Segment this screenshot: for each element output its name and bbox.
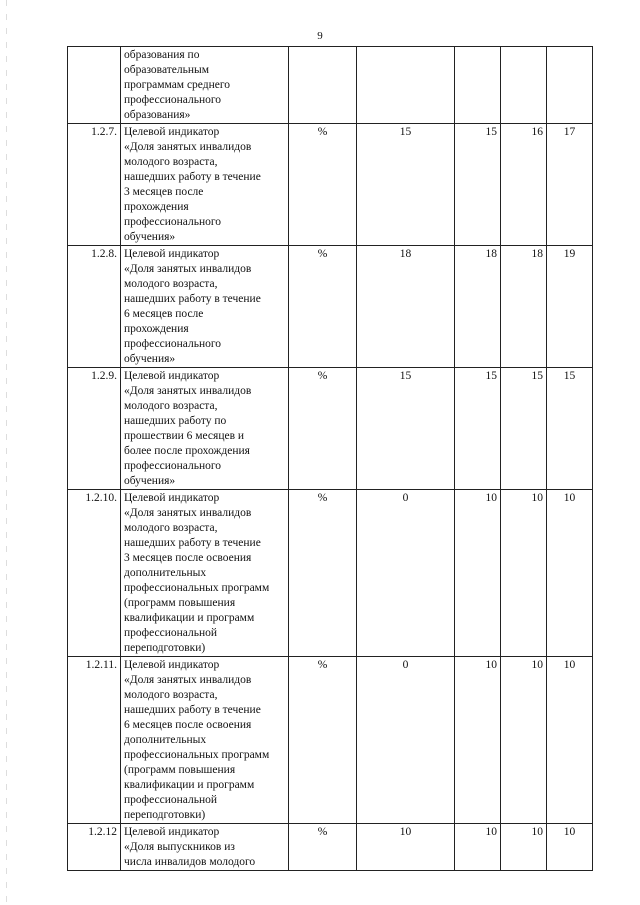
indicator-number-cell: 1.2.8.: [68, 246, 121, 368]
value-cell-4: 17: [547, 124, 593, 246]
value-cell-3: 10: [501, 657, 547, 824]
indicator-number-cell: 1.2.9.: [68, 368, 121, 490]
value-cell-3: 10: [501, 824, 547, 871]
value-cell-4: 10: [547, 824, 593, 871]
value-cell-1: 18: [357, 246, 455, 368]
table-row: [68, 124, 593, 246]
table-row: [68, 490, 593, 657]
value-cell-3: 15: [501, 368, 547, 490]
value-cell-2: 18: [455, 246, 501, 368]
value-cell-2: 10: [455, 490, 501, 657]
unit-cell: %: [289, 824, 357, 871]
value-cell-2: 15: [455, 124, 501, 246]
table-row: [68, 47, 593, 124]
unit-cell: %: [289, 368, 357, 490]
unit-cell: %: [289, 490, 357, 657]
value-cell-3: [501, 47, 547, 124]
indicator-number-cell: 1.2.7.: [68, 124, 121, 246]
indicator-name-cell: Целевой индикатор «Доля занятых инвалидов молодого возраста, нашедших работу в течение 6 месяцев после освоения дополнительных профессиональных программ (программ повышения квалификации и программ профессиональной переподготовки): [121, 657, 289, 824]
indicators-table: [67, 46, 593, 871]
indicator-name-cell: Целевой индикатор «Доля выпускников из числа инвалидов молодого: [121, 824, 289, 871]
value-cell-2: 10: [455, 657, 501, 824]
value-cell-2: 15: [455, 368, 501, 490]
unit-cell: %: [289, 657, 357, 824]
table-row: [68, 657, 593, 824]
value-cell-4: [547, 47, 593, 124]
indicator-name-cell: Целевой индикатор «Доля занятых инвалидов молодого возраста, нашедших работу по прошествии 6 месяцев и более после прохождения профессионального обучения»: [121, 368, 289, 490]
indicator-name-cell: образования по образовательным программам среднего профессионального образования»: [121, 47, 289, 124]
scan-edge-line: [6, 0, 7, 905]
value-cell-3: 18: [501, 246, 547, 368]
indicator-number-cell: 1.2.11.: [68, 657, 121, 824]
table-row: [68, 246, 593, 368]
indicator-name-cell: Целевой индикатор «Доля занятых инвалидов молодого возраста, нашедших работу в течение 3 месяцев после прохождения профессионального обучения»: [121, 124, 289, 246]
value-cell-4: 10: [547, 657, 593, 824]
indicator-name-cell: Целевой индикатор «Доля занятых инвалидов молодого возраста, нашедших работу в течение 6 месяцев после прохождения профессионального обучения»: [121, 246, 289, 368]
indicator-name-cell: Целевой индикатор «Доля занятых инвалидов молодого возраста, нашедших работу в течение 3 месяцев после освоения дополнительных профессиональных программ (программ повышения квалификации и программ профессиональной переподготовки): [121, 490, 289, 657]
indicator-number-cell: [68, 47, 121, 124]
indicator-number-cell: 1.2.10.: [68, 490, 121, 657]
value-cell-1: 15: [357, 368, 455, 490]
value-cell-3: 10: [501, 490, 547, 657]
value-cell-2: 10: [455, 824, 501, 871]
value-cell-2: [455, 47, 501, 124]
value-cell-4: 15: [547, 368, 593, 490]
value-cell-4: 19: [547, 246, 593, 368]
value-cell-1: 15: [357, 124, 455, 246]
value-cell-1: 0: [357, 657, 455, 824]
value-cell-1: [357, 47, 455, 124]
value-cell-1: 0: [357, 490, 455, 657]
value-cell-4: 10: [547, 490, 593, 657]
unit-cell: [289, 47, 357, 124]
unit-cell: %: [289, 124, 357, 246]
table-row: [68, 368, 593, 490]
unit-cell: %: [289, 246, 357, 368]
indicators-table-body: [68, 47, 593, 871]
indicator-number-cell: 1.2.12: [68, 824, 121, 871]
table-row: [68, 824, 593, 871]
value-cell-1: 10: [357, 824, 455, 871]
page-number: 9: [317, 30, 323, 42]
value-cell-3: 16: [501, 124, 547, 246]
